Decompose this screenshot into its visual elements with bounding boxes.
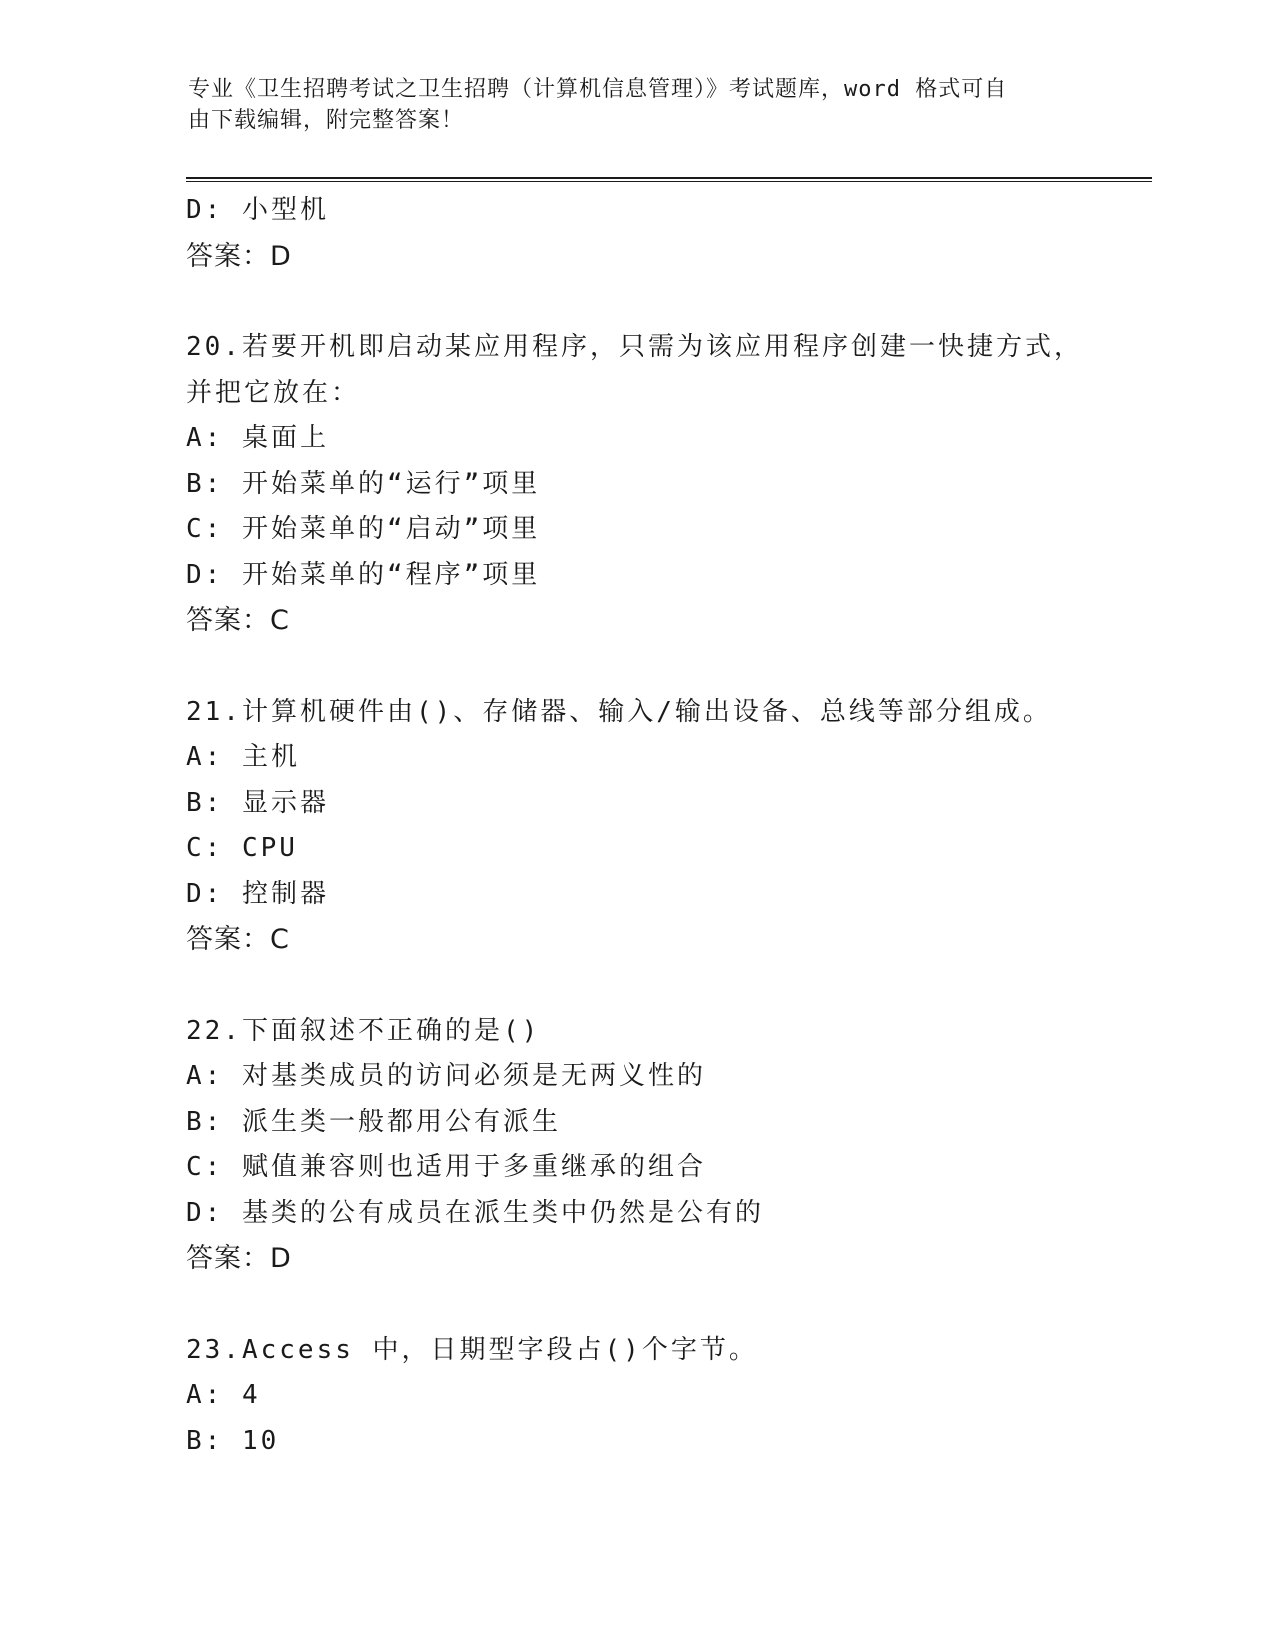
question-stem-continued: 并把它放在： (186, 377, 361, 408)
answer-line: 答案：C (186, 924, 290, 955)
option-b: B: 派生类一般都用公有派生 (186, 1106, 561, 1137)
document-header (188, 74, 1088, 136)
spacer (186, 1282, 1176, 1328)
question-stem: 20.若要开机即启动某应用程序，只需为该应用程序创建一快捷方式， (186, 332, 1083, 362)
answer-line: 答案：C (186, 605, 290, 636)
option-d: D: 小型机 (186, 195, 329, 225)
option-a: A: 主机 (186, 742, 300, 772)
question-23 (186, 1328, 1176, 1465)
spacer (186, 279, 1176, 325)
header-line-1: 专业《卫生招聘考试之卫生招聘（计算机信息管理）》考试题库，word 格式可自 (188, 77, 1008, 102)
option-a: A: 4 (186, 1380, 261, 1410)
question-stem: 22.下面叙述不正确的是() (186, 1015, 541, 1046)
spacer (186, 963, 1176, 1009)
question-21 (186, 690, 1176, 963)
option-c: C: CPU (186, 833, 298, 863)
option-d: D: 开始菜单的“程序”项里 (186, 559, 541, 590)
option-d: D: 控制器 (186, 878, 329, 909)
option-b: B: 显示器 (186, 787, 329, 818)
question-stem: 21.计算机硬件由()、存储器、输入/输出设备、总线等部分组成。 (186, 696, 1052, 727)
question-stem: 23.Access 中，日期型字段占()个字节。 (186, 1334, 758, 1365)
header-line-2: 由下载编辑，附完整答案！ (188, 108, 465, 133)
option-a: A: 对基类成员的访问必须是无两义性的 (186, 1061, 706, 1091)
option-c: C: 赋值兼容则也适用于多重继承的组合 (186, 1152, 706, 1182)
header-divider (186, 177, 1152, 182)
question-22 (186, 1009, 1176, 1282)
option-b: B: 开始菜单的“运行”项里 (186, 468, 541, 499)
option-b: B: 10 (186, 1425, 280, 1456)
question-20 (186, 325, 1176, 644)
question-list (186, 188, 1176, 1464)
option-d: D: 基类的公有成员在派生类中仍然是公有的 (186, 1197, 764, 1228)
option-a: A: 桌面上 (186, 423, 329, 453)
answer-line: 答案：D (186, 1243, 292, 1274)
option-c: C: 开始菜单的“启动”项里 (186, 514, 541, 544)
spacer (186, 644, 1176, 690)
answer-line: 答案：D (186, 240, 292, 272)
